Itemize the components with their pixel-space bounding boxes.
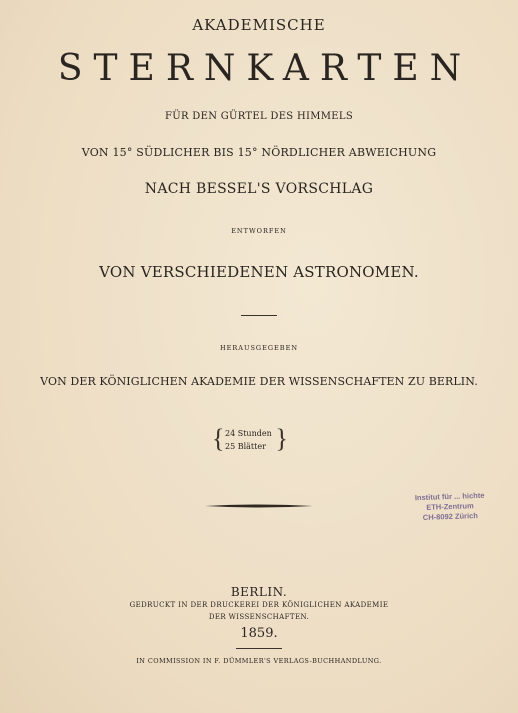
imprint-place: BERLIN. [230,585,288,599]
subtitle-astronomen: VON VERSCHIEDENEN ASTRONOMEN. [99,263,419,281]
brace-line-blaetter: 25 Blätter [225,442,266,451]
label-entworfen: ENTWORFEN [231,227,287,235]
subtitle-guertel: FÜR DEN GÜRTEL DES HIMMELS [165,111,353,122]
stamp-line-2: ETH-Zentrum [426,501,474,512]
divider-rule-1 [241,315,277,316]
title-sternkarten: STERNKARTEN [57,48,473,89]
imprint-year: 1859. [240,626,278,641]
stamp-line-3: CH-8092 Zürich [422,511,478,522]
imprint-commission: IN COMMISSION IN F. DÜMMLER'S VERLAGS-BUCHHANDLUNG. [136,657,382,665]
divider-rule-2 [236,648,282,649]
right-brace-icon: } [275,424,288,453]
subtitle-abweichung: VON 15° SÜDLICHER BIS 15° NÖRDLICHER ABWEICHUNG [81,146,437,159]
left-brace-icon: { [212,424,225,453]
brace-box [212,424,288,454]
subtitle-akademie: VON DER KÖNIGLICHEN AKADEMIE DER WISSENSCHAFTEN ZU BERLIN. [40,375,478,388]
ornament-rule-icon [205,503,313,509]
subtitle-bessel: NACH BESSEL'S VORSCHLAG [144,181,374,197]
imprint-printer-1: GEDRUCKT IN DER DRUCKEREI DER KÖNIGLICHEN AKADEMIE [129,601,389,609]
label-herausgegeben: HERAUSGEGEBEN [219,344,299,352]
library-stamp [398,490,503,524]
brace-line-stunden: 24 Stunden [225,429,272,438]
imprint-printer-2: DER WISSENSCHAFTEN. [208,613,310,621]
stamp-line-1: Institut für ... hichte [414,490,485,503]
title-akademische: AKADEMISCHE [192,16,326,34]
